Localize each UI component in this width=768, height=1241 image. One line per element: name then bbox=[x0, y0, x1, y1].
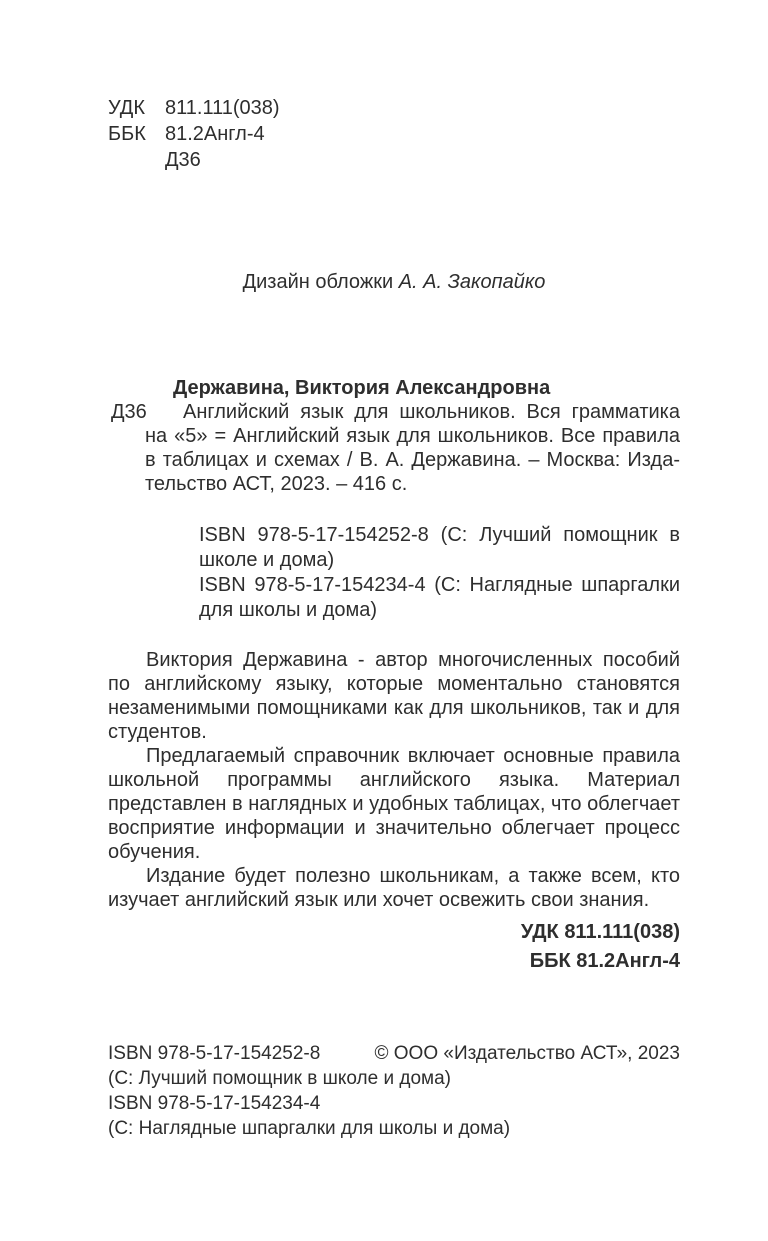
isbn-copyright-row bbox=[108, 1041, 680, 1066]
bbk-code-right: ББК 81.2Англ-4 bbox=[529, 950, 680, 972]
author-sign-row bbox=[108, 147, 680, 173]
udk-code-right: УДК 811.111(038) bbox=[520, 921, 680, 943]
footer-isbn-2-series: (С: Наглядные шпаргалки для школы и дома) bbox=[108, 1118, 511, 1139]
bbk-code-row bbox=[108, 121, 680, 147]
udk-code-row bbox=[108, 95, 680, 121]
annotation bbox=[108, 648, 680, 912]
classification-codes-right bbox=[108, 918, 680, 976]
udk-value: 811.111(038) bbox=[165, 97, 280, 119]
bibliographic-description: Английский язык для школьников. Вся грамматика на «5» = Английский язык для школьников. Все правила в таблицах и схемах / В. А. Державина. – Москва: Издательство АСТ, 2023. – 416 с. bbox=[145, 401, 680, 495]
isbn-entry-1: ISBN 978-5-17-154252-8 (С: Лучший помощник в школе и дома) bbox=[199, 524, 680, 571]
footer-isbn-2: ISBN 978-5-17-154234-4 bbox=[108, 1093, 321, 1114]
annotation-paragraph-2: Предлагаемый справочник включает основные правила школьной программы английского языка. Материал представлен в наглядных и удобных таблицах, что облегчает восприятие информации и значительно облегчает процесс обучения. bbox=[108, 745, 680, 863]
margin-author-sign: Д36 bbox=[111, 401, 147, 423]
classification-codes-top bbox=[108, 95, 680, 173]
copyright-notice: © ООО «Издательство АСТ», 2023 bbox=[374, 1043, 680, 1064]
copyright-block bbox=[108, 1041, 680, 1141]
author-heading: Державина, Виктория Александровна bbox=[173, 377, 551, 399]
annotation-paragraph-3: Издание будет полезно школьникам, а также всем, кто изучает английский язык или хочет освежить свои знания. bbox=[108, 865, 680, 911]
footer-isbn-1: ISBN 978-5-17-154252-8 bbox=[108, 1043, 321, 1064]
udk-label: УДК bbox=[108, 97, 146, 119]
cover-design-prefix: Дизайн обложки bbox=[242, 271, 394, 293]
bibliographic-description-block bbox=[111, 400, 680, 496]
bibliographic-record bbox=[108, 376, 680, 623]
cover-designer-name: А. А. Закопайко bbox=[398, 271, 546, 293]
isbn-entry-2: ISBN 978-5-17-154234-4 (С: Наглядные шпаргалки для школы и дома) bbox=[199, 574, 680, 621]
bbk-label: ББК bbox=[108, 123, 146, 145]
bbk-value: 81.2Англ-4 bbox=[165, 123, 265, 145]
cover-design-credit bbox=[108, 270, 680, 294]
footer-isbn-1-series: (С: Лучший помощник в школе и дома) bbox=[108, 1068, 451, 1089]
author-sign: Д36 bbox=[165, 149, 201, 171]
annotation-paragraph-1: Виктория Державина - автор многочисленных пособий по английскому языку, которые моментально становятся незаменимыми помощниками как для школьников, так и для студентов. bbox=[108, 649, 680, 743]
isbn-entries bbox=[199, 523, 680, 623]
